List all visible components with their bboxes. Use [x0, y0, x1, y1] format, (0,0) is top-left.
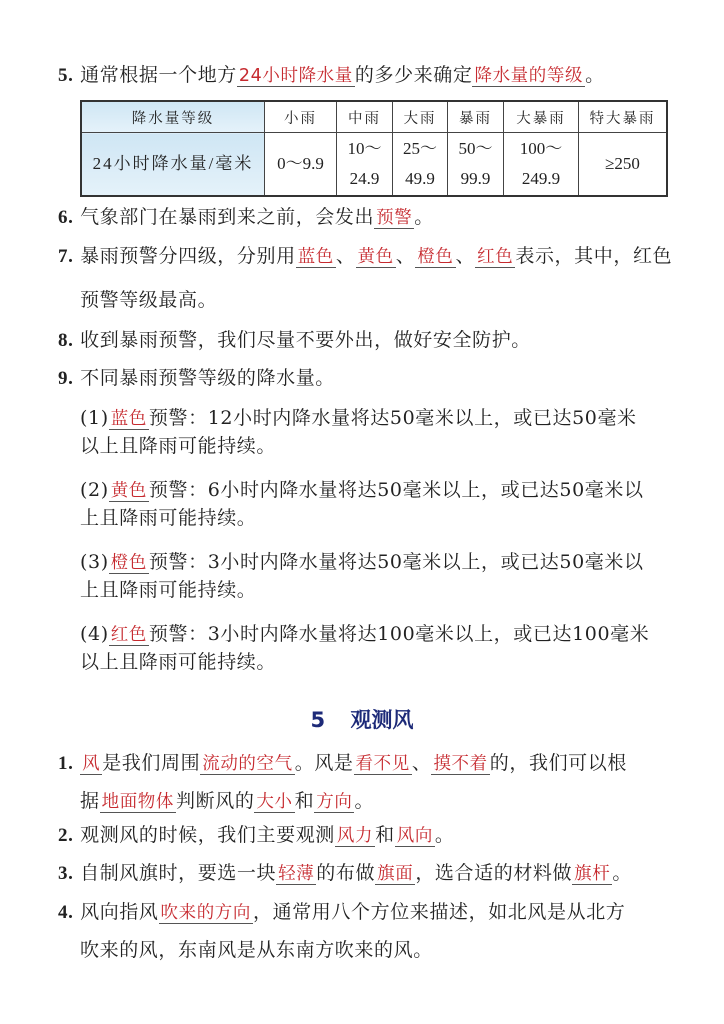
value-from: 10～: [347, 139, 382, 158]
value-to: 49.9: [405, 169, 435, 188]
text-segment: 预警：6小时内降水量将达50毫米以上，或已达50毫米以: [148, 479, 644, 501]
text-segment: 气象部门在暴雨到来之前，会发出: [73, 206, 375, 228]
text-line: [80, 477, 644, 503]
section-heading: 5 观测风: [310, 708, 414, 732]
level-cell: 大暴雨: [504, 101, 579, 133]
text-line: [58, 860, 632, 886]
text-line: [58, 204, 434, 230]
text-segment: 是我们周围: [102, 752, 201, 774]
text-segment: 的布做: [316, 862, 376, 884]
text-segment: 。: [414, 206, 434, 228]
text-segment: 、: [411, 752, 432, 774]
text-line: [58, 365, 335, 391]
text-line: [80, 549, 644, 575]
item-number: 9.: [58, 368, 74, 389]
answer-blank: 流动的空气: [202, 754, 293, 774]
level-cell: 小雨: [265, 101, 337, 133]
text-segment: (1): [80, 407, 109, 429]
text-segment: ，通常用八个方位来描述，如北风是从北方: [253, 901, 626, 923]
answer-blank: 预警: [376, 208, 413, 228]
value-to: 99.9: [460, 169, 491, 188]
item-number: 4.: [58, 902, 74, 923]
text-segment: 。: [612, 862, 632, 884]
item-number: 5.: [58, 65, 74, 86]
text-segment: 以上且降雨可能持续。: [80, 651, 277, 673]
value-cell: [393, 133, 448, 197]
text-segment: 收到暴雨预警，我们尽量不要外出，做好安全防护。: [73, 329, 531, 351]
value-to: 249.9: [521, 169, 561, 188]
text-line: [80, 577, 256, 603]
text-line: [80, 405, 637, 431]
text-segment: (2): [80, 479, 109, 501]
answer-blank: 旗杆: [574, 864, 611, 884]
text-segment: 预警：3小时内降水量将达50毫米以上，或已达50毫米以: [148, 551, 644, 573]
text-segment: (3): [80, 551, 109, 573]
text-line: [80, 937, 433, 963]
text-line: [58, 327, 531, 353]
answer-blank: 风向: [396, 826, 433, 846]
table-header-label: 降水量等级: [81, 101, 265, 133]
text-line: [58, 243, 672, 269]
text-line: [80, 621, 649, 647]
text-segment: 判断风的: [176, 790, 255, 812]
text-segment: 吹来的风，东南风是从东南方吹来的风。: [80, 939, 433, 961]
text-line: [80, 649, 276, 675]
level-cell: 中雨: [337, 101, 393, 133]
value-from: 100～: [519, 139, 563, 158]
answer-blank: 红色: [477, 247, 514, 267]
value-from: 50～: [458, 139, 493, 158]
item-number: 6.: [58, 207, 74, 228]
answer-blank: 蓝色: [297, 247, 334, 267]
value-to: 24.9: [349, 169, 380, 188]
text-segment: 。: [354, 790, 375, 812]
table-header-row: [81, 101, 667, 133]
answer-blank: 降水量的等级: [474, 66, 584, 86]
text-segment: 的多少来确定: [354, 64, 473, 86]
text-segment: 自制风旗时，要选一块: [73, 862, 277, 884]
answer-blank: 橙色: [417, 247, 454, 267]
value-cell: [265, 133, 337, 197]
item-number: 1.: [58, 753, 74, 774]
answer-blank: 吹来的方向: [160, 903, 251, 923]
text-line: [58, 822, 455, 848]
text-segment: 暴雨预警分四级，分别用: [73, 245, 296, 267]
answer-blank: 风力: [336, 826, 374, 846]
value-cell: [504, 133, 579, 197]
text-segment: 和: [375, 824, 395, 846]
answer-blank: 地面物体: [101, 792, 175, 812]
text-line: [58, 899, 625, 925]
text-segment: 不同暴雨预警等级的降水量。: [73, 367, 335, 389]
answer-blank: 黄色: [110, 481, 147, 501]
text-segment: 预警：3小时内降水量将达100毫米以上，或已达100毫米: [148, 623, 650, 645]
text-line: [80, 788, 374, 814]
text-segment: 观测风的时候，我们主要观测: [73, 824, 335, 846]
answer-blank: 方向: [316, 792, 353, 812]
text-segment: 预警：12小时内降水量将达50毫米以上，或已达50毫米: [148, 407, 637, 429]
precipitation-level-table: [80, 100, 668, 197]
text-segment: 。: [434, 824, 455, 846]
text-segment: 表示，其中，红色: [515, 245, 673, 267]
text-line: [80, 287, 217, 313]
text-line: [80, 505, 256, 531]
answer-blank: 大小: [256, 792, 293, 812]
text-segment: 上且降雨可能持续。: [80, 507, 257, 529]
text-segment: 、: [335, 245, 356, 267]
text-segment: 。: [585, 64, 605, 86]
answer-blank: 24小时降水量: [238, 66, 353, 86]
answer-blank: 黄色: [357, 247, 394, 267]
answer-blank: 看不见: [355, 754, 410, 774]
text-segment: 风向指风: [73, 901, 159, 923]
level-cell: 暴雨: [448, 101, 504, 133]
text-segment: 的，我们可以根: [489, 752, 627, 774]
answer-blank: 橙色: [110, 553, 147, 573]
value-from: ≥250: [605, 154, 640, 173]
text-segment: 以上且降雨可能持续。: [80, 435, 277, 457]
text-segment: 上且降雨可能持续。: [80, 579, 257, 601]
text-segment: ，选合适的材料做: [415, 862, 573, 884]
answer-blank: 蓝色: [110, 409, 147, 429]
text-segment: 、: [395, 245, 416, 267]
text-line: [58, 62, 605, 88]
text-segment: 。风是: [294, 752, 354, 774]
item-number: 7.: [58, 246, 74, 267]
text-line: [80, 433, 276, 459]
text-segment: (4): [80, 623, 109, 645]
item-number: 3.: [58, 863, 74, 884]
text-segment: 预警等级最高。: [80, 289, 218, 311]
text-line: [58, 750, 627, 776]
answer-blank: 风: [82, 754, 101, 774]
answer-blank: 旗面: [377, 864, 414, 884]
value-from: 0～9.9: [277, 154, 324, 173]
value-cell: [579, 133, 668, 197]
table-row-label: 24小时降水量/毫米: [81, 133, 265, 197]
level-cell: 特大暴雨: [579, 101, 668, 133]
value-cell: [448, 133, 504, 197]
value-cell: [337, 133, 393, 197]
level-cell: 大雨: [393, 101, 448, 133]
text-segment: 和: [294, 790, 315, 812]
answer-blank: 红色: [110, 625, 147, 645]
item-number: 2.: [58, 825, 74, 846]
table-value-row: [81, 133, 667, 197]
answer-blank: 摸不着: [433, 754, 488, 774]
answer-blank: 轻薄: [278, 864, 315, 884]
text-segment: 通常根据一个地方: [73, 64, 237, 86]
item-number: 8.: [58, 330, 74, 351]
text-segment: 据: [80, 790, 100, 812]
text-segment: 、: [455, 245, 476, 267]
value-from: 25～: [403, 139, 437, 158]
